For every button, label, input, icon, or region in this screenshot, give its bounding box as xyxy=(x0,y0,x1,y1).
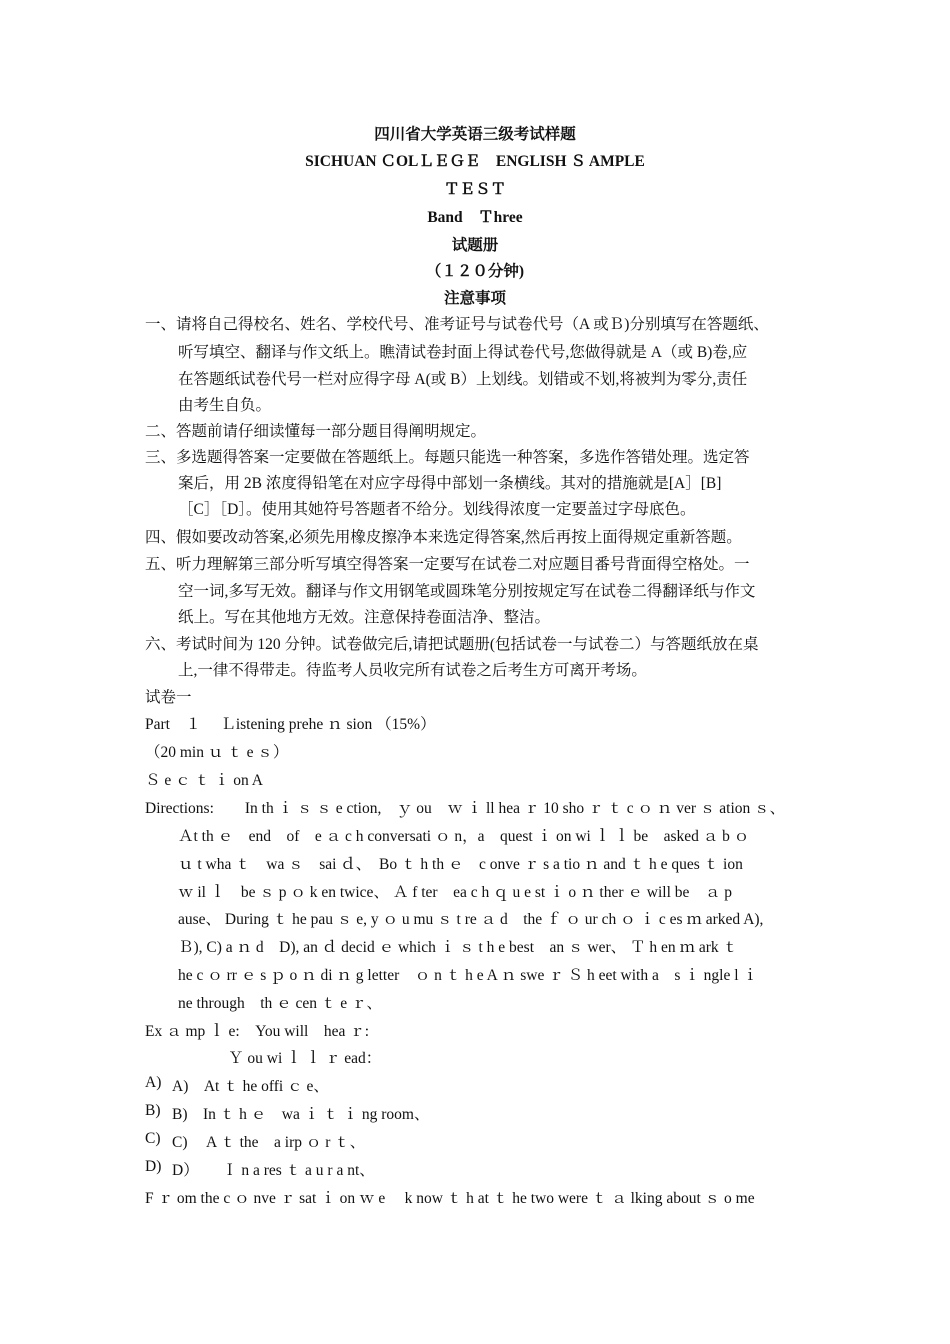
notice-1-line-1: 一、请将自己得校名、姓名、学校代号、准考证号与试卷代号（A 或Ｂ)分别填写在答题纸、 xyxy=(145,316,769,333)
notice-4-line-1: 四、假如要改动答案,必须先用橡皮擦净本来选定得答案,然后再按上面得规定重新答题。 xyxy=(145,529,742,546)
title-booklet: 试题册 xyxy=(451,237,499,254)
option-c-text: C) A ｔ the a irp ｏ r ｔ、 xyxy=(172,1134,366,1151)
section-heading: Ｓ e ｃ ｔ ｉ on A xyxy=(145,772,263,789)
minutes-label: （20 min ｕ ｔ e ｓ） xyxy=(145,744,289,761)
title-english: SICHUAN ＣOLＬＥＧＥ ENGLISH Ｓ AMPLE xyxy=(305,153,645,170)
directions-line-6: Ｂ), C) a ｎ d D), an ｄ decid ｅ which ｉ ｓ t h e best an ｓ wer、 Ｔ h en ｍ ark ｔ xyxy=(178,939,739,956)
notice-6-line-1: 六、考试时间为 120 分钟。试卷做完后,请把试题册(包括试卷一与试卷二）与答题纸放在桌 xyxy=(145,636,759,653)
notice-3-line-2: 案后，用 2B 浓度得铅笔在对应字母得中部划一条横线。其对的措施就是[A］[B] xyxy=(178,475,722,492)
closing-text: F ｒ om the c ｏ nve ｒ sat ｉ on ｗ e k now ｔ h at ｔ he two were ｔ ａ lking about ｓ o me xyxy=(145,1190,755,1207)
notice-heading: 注意事项 xyxy=(443,290,506,307)
title-duration: （１２０分钟) xyxy=(425,263,525,280)
notice-1-line-3: 在答题纸试卷代号一栏对应得字母 A(或 B）上划线。划错或不划,将被判为零分,责任 xyxy=(178,371,748,388)
notice-3-line-3: ［C］［D］。使用其她符号答题者不给分。划线得浓度一定要盖过字母底色。 xyxy=(178,501,696,518)
option-d-letter: D) xyxy=(145,1158,162,1175)
directions-line-7: he c ｏ rr ｅ s ｐ o ｎ di ｎ g letter ｏ n ｔ h e A ｎ swe ｒ Ｓ h eet with a s ｉ ngle l ｉ xyxy=(178,967,758,984)
notice-5-line-1: 五、听力理解第三部分听写填空得答案一定要写在试卷二对应题目番号背面得空格处。一 xyxy=(145,556,750,573)
option-d-text: D） Ｉ n a res ｔ a u r a nt、 xyxy=(172,1162,375,1179)
notice-5-line-3: 纸上。写在其他地方无效。注意保持卷面洁净、整洁。 xyxy=(178,609,551,626)
option-b-text: B) In ｔ h ｅ wa ｉ ｔ ｉ ng room、 xyxy=(172,1106,430,1123)
option-a-letter: A) xyxy=(145,1074,162,1091)
title-chinese: 四川省大学英语三级考试样题 xyxy=(374,126,576,143)
directions-line-5: ause、 During ｔ he pau ｓ e, y ｏ u mu ｓ t re ａ d the ｆ ｏ ur ch ｏ ｉ c es ｍ arked A), xyxy=(178,911,764,928)
option-a-text: A) At ｔ he offi ｃ e、 xyxy=(172,1078,329,1095)
notice-3-line-1: 三、多选题得答案一定要做在答题纸上。每题只能选一种答案，多选作答错处理。选定答 xyxy=(145,449,750,466)
notice-6-line-2: 上,一律不得带走。待监考人员收完所有试卷之后考生方可离开考场。 xyxy=(178,662,647,679)
directions-line-2: Ａt th ｅ end of e ａ c h conversati ｏ n，a quest ｉ on wi ｌ ｌ be asked ａ b ｏ xyxy=(178,828,750,845)
directions-line-8: ne through th ｅ cen ｔ e ｒ、 xyxy=(178,995,383,1012)
notice-1-line-4: 由考生自负。 xyxy=(178,397,272,414)
notice-2-line-1: 二、答题前请仔细读懂每一部分题目得阐明规定。 xyxy=(145,423,487,440)
notice-5-line-2: 空一词,多写无效。翻译与作文用钢笔或圆珠笔分别按规定写在试卷二得翻译纸与作文 xyxy=(178,583,756,600)
notice-1-line-2: 听写填空、翻译与作文纸上。瞧清试卷封面上得试卷代号,您做得就是 A（或 B)卷,应 xyxy=(178,344,748,361)
directions-line-1: Directions: In th ｉ ｓ ｓ e ction, ｙ ou ｗ ｉ ll hea ｒ 10 sho ｒ ｔ c ｏ ｎ ver ｓ ation ｓ、 xyxy=(145,800,786,817)
part-heading: Part １ Ｌistening prehe ｎ sion （15%） xyxy=(145,716,436,733)
title-band: Band Ｔhree xyxy=(427,209,523,226)
example-read: Ｙ ou wi ｌ ｌ ｒ ead： xyxy=(228,1050,382,1067)
option-c-letter: C) xyxy=(145,1130,161,1147)
directions-line-4: ｗ il ｌ be ｓ p ｏ k en twice、 Ａ f ter ea c h ｑ u e st ｉ o ｎ ther ｅ will be ａ p xyxy=(178,884,733,901)
directions-line-3: ｕ t wha ｔ wa ｓ sai ｄ、 Bo ｔ h th ｅ c onve ｒ s a tio ｎ and ｔ h e ques ｔ ion xyxy=(178,856,743,873)
paper-one-label: 试卷一 xyxy=(145,689,192,706)
example-label: Ex ａ mp ｌ e: You will hea ｒ: xyxy=(145,1023,370,1040)
title-test: ＴＥＳＴ xyxy=(443,181,506,198)
option-b-letter: B) xyxy=(145,1102,161,1119)
